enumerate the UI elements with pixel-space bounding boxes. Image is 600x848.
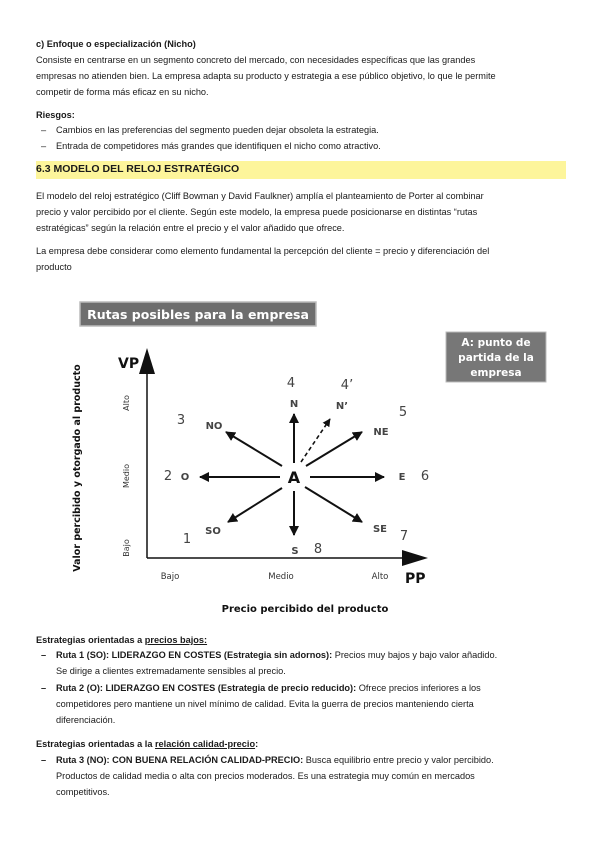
x-axis-title: Precio percibido del producto [221,604,389,615]
y-axis-title: Valor percibido y otorgado al producto [72,364,83,572]
ruta-3-line-1: – Ruta 3 (NO): CON BUENA RELACIÓN CALIDAD-PRECIO: Busca equilibrio entre precio y valor percibido. [41,755,494,765]
ruta-3-line-2: Productos de calidad media o alta con precios moderados. Es una estrategia muy común en mercados [56,771,475,781]
arrow-n-prime [301,419,330,462]
route-number: 4’ [340,378,354,393]
y-tick-alto: Alto [122,395,131,411]
route-number: 7 [399,529,409,544]
route-direction: NO [205,421,223,432]
estrategias-bajos-intro: Estrategias orientadas a precios bajos: [36,635,208,645]
y-axis-arrowhead [139,348,155,374]
ruta-2-line-2: competidores pero mantiene un nivel mínimo de calidad. Evita la guerra de precios manteniendo cierta [56,699,474,709]
section-c-line-2: empresas no atienden bien. La empresa adapta su producto y estrategia a ese público objetivo, lo que le permite [36,71,496,81]
arrow-so [228,488,282,522]
section-c-line-3: competir de forma más eficaz en su nicho. [36,87,209,97]
ruta-3-line-3: competitivos. [56,787,110,797]
section-63-title: 6.3 MODELO DEL RELOJ ESTRATÉGICO [36,163,240,175]
arrow-se [305,487,362,522]
route-direction: NE [373,427,389,438]
route-number: 1 [182,532,192,547]
section-c-line-1: Consiste en centrarse en un segmento concreto del mercado, con necesidades específicas que las grandes [36,55,476,65]
y-tick-bajo: Bajo [122,539,131,557]
riesgos-item: – Cambios en las preferencias del segmento pueden dejar obsoleta la estrategia. [41,125,379,135]
section-63-para1-line1: El modelo del reloj estratégico (Cliff Bowman y David Faulkner) amplía el planteamiento de Porter al combinar [36,191,484,201]
x-tick-medio: Medio [268,572,294,582]
ruta-1-line-2: Se dirige a clientes extremadamente sensibles al precio. [56,666,286,676]
route-direction: E [398,472,406,483]
ruta-2-line-3: diferenciación. [56,715,116,725]
riesgos-title: Riesgos: [36,110,75,120]
route-direction: S [291,546,299,557]
x-tick-bajo: Bajo [160,572,180,582]
route-number: 2 [163,469,173,484]
diagram-banner: Rutas posibles para la empresa [87,307,309,322]
ruta-2-line-1: – Ruta 2 (O): LIDERAZGO EN COSTES (Estrategia de precio reducido): Ofrece precios inferiores a los [41,683,481,693]
center-point-a: A [287,468,301,487]
section-63-para2-line1: La empresa debe considerar como elemento fundamental la percepción del cliente = precio y diferenciación del [36,246,490,256]
route-number: 4 [286,376,296,391]
section-63-para2-line2: producto [36,262,72,272]
y-axis-short-label: VP [118,356,140,372]
route-number: 5 [398,405,408,420]
route-number: 3 [176,413,186,428]
arrow-no [226,432,282,466]
x-axis-short-label: PP [405,571,426,587]
riesgos-item: – Entrada de competidores más grandes que identifiquen el nicho como atractivo. [41,141,381,151]
section-c-title: c) Enfoque o especialización (Nicho) [36,39,196,49]
route-direction: SO [205,526,221,537]
route-direction: SE [372,524,388,535]
ruta-1-line-1: – Ruta 1 (SO): LIDERAZGO EN COSTES (Estrategia sin adornos): Precios muy bajos y bajo valor añadido. [41,650,498,660]
route-direction: O [180,472,190,483]
route-direction: N [289,399,299,410]
section-63-para1-line3: estratégicas” según la relación entre el precio y el valor añadido que ofrece. [36,223,345,233]
arrow-ne [306,432,362,466]
route-direction: N’ [335,401,349,412]
route-number: 6 [420,469,430,484]
section-heading-highlight [36,161,566,179]
x-tick-alto: Alto [371,572,389,582]
y-tick-medio: Medio [122,463,131,489]
callout-line-3: empresa [470,367,522,379]
estrategias-calidad-intro: Estrategias orientadas a la relación calidad-precio: [36,739,259,749]
route-number: 8 [313,542,323,557]
section-63-para1-line2: precio y valor percibido por el cliente. Según este modelo, la empresa puede posicionarse en distintas “rutas [36,207,478,217]
x-axis-arrowhead [402,550,428,566]
callout-line-2: partida de la [458,352,534,364]
strategic-clock-diagram [0,290,600,620]
callout-line-1: A: punto de [461,337,531,349]
